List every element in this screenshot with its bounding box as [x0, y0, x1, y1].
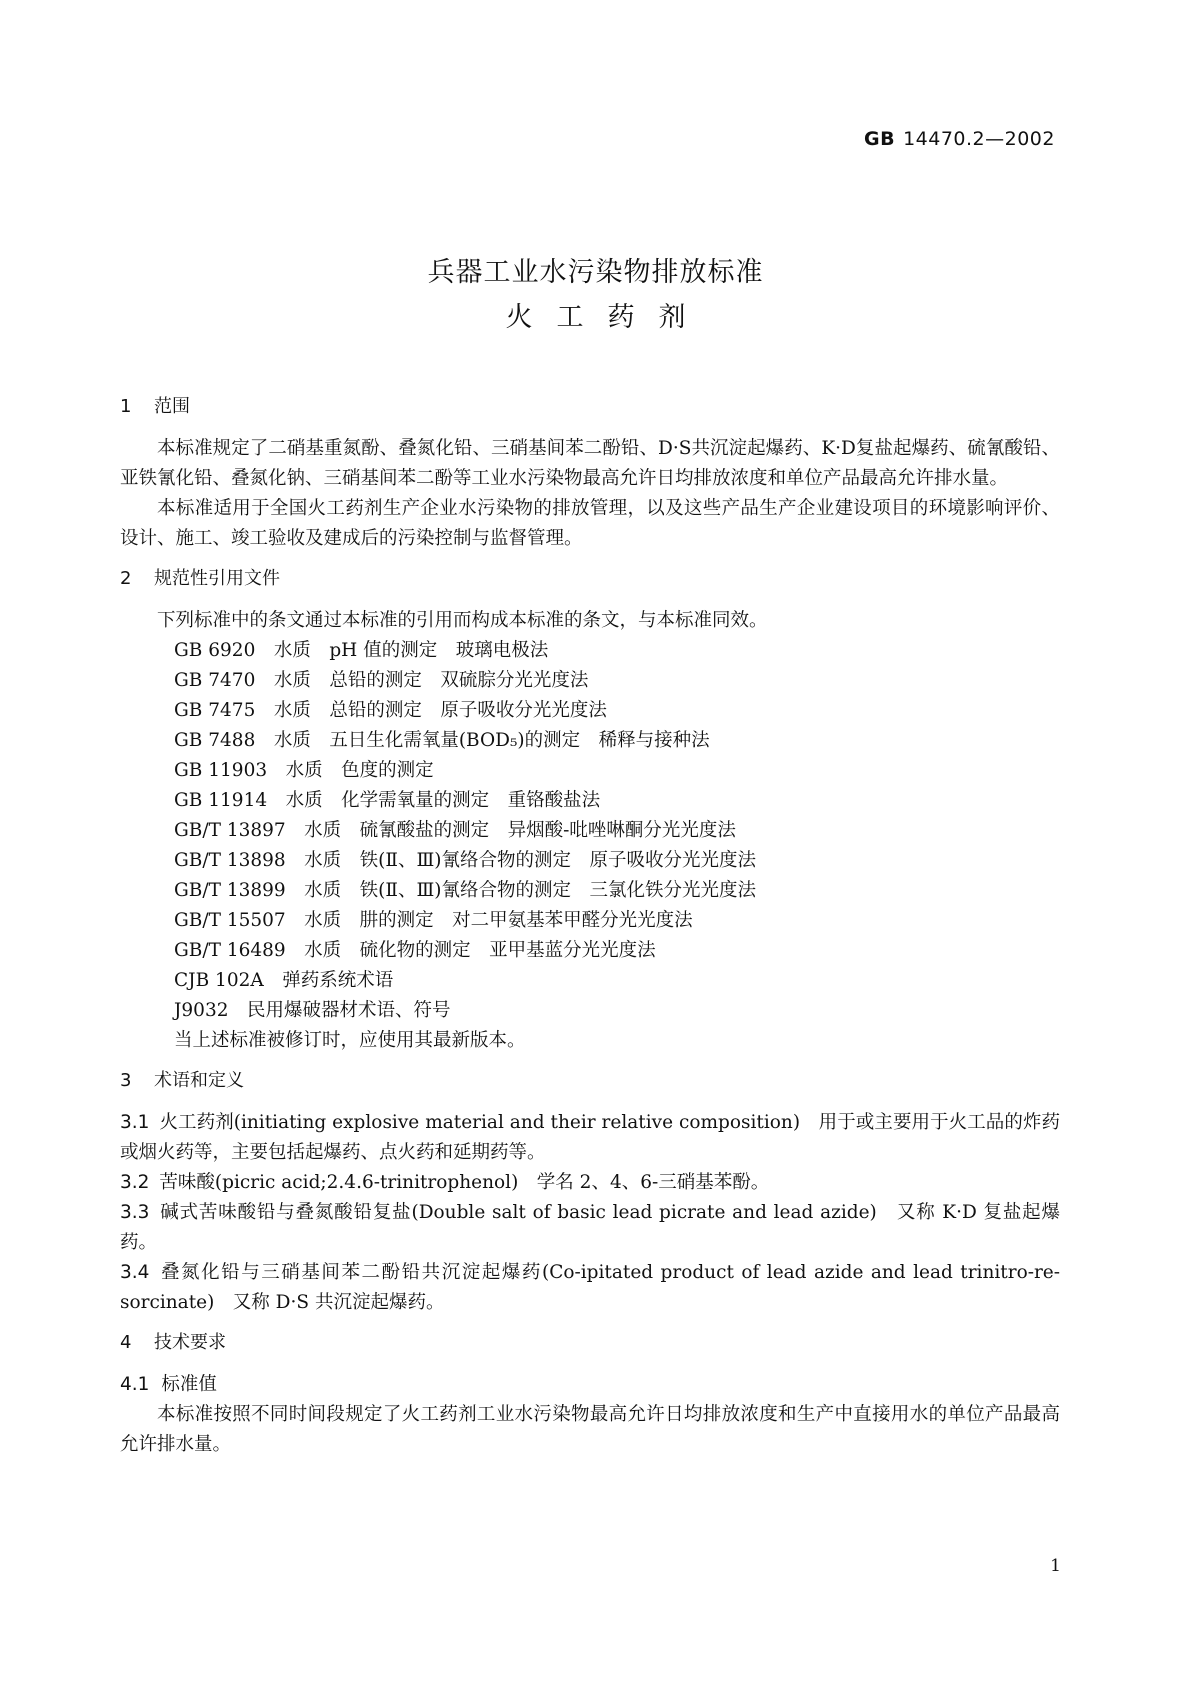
- term-entry: [120, 1258, 1060, 1318]
- section-number: 4: [120, 1332, 132, 1353]
- section-heading-scope: [120, 392, 1060, 422]
- term-entry: [120, 1198, 1060, 1258]
- page-number: 1: [1050, 1556, 1061, 1576]
- subsection-title: 标准值: [161, 1374, 217, 1395]
- scope-paragraph-1: 本标准规定了二硝基重氮酚、叠氮化铅、三硝基间苯二酚铅、D·S共沉淀起爆药、K·D复盐起爆药、硫氰酸铅、亚铁氰化铅、叠氮化钠、三硝基间苯二酚等工业水污染物最高允许日均排放浓度和单位产品最高允许排水量。: [120, 438, 1060, 489]
- term-number: 3.2: [120, 1172, 150, 1193]
- term-text: 碱式苦味酸铅与叠氮酸铅复盐(Double salt of basic lead picrate and lead azide) 又称 K·D 复盐起爆药。: [120, 1202, 1060, 1253]
- reference-list: [120, 636, 1060, 1056]
- references-intro: 下列标准中的条文通过本标准的引用而构成本标准的条文，与本标准同效。: [157, 610, 768, 631]
- subsection-heading: [120, 1370, 1060, 1400]
- section-title: 技术要求: [154, 1332, 226, 1353]
- reference-item: GB/T 13897 水质 硫氰酸盐的测定 异烟酸-吡唑啉酮分光光度法: [174, 820, 736, 841]
- term-number: 3.1: [120, 1112, 150, 1133]
- document-title: 兵器工业水污染物排放标准: [427, 257, 764, 288]
- document-body: [120, 392, 1060, 1460]
- term-text: 火工药剂(initiating explosive material and their relative composition) 用于或主要用于火工品的炸药或烟火药等，主要包括起爆药、点火药和延期药等。: [120, 1112, 1060, 1163]
- standard-code: 14470.2—2002: [903, 128, 1055, 150]
- section-title: 术语和定义: [154, 1070, 244, 1091]
- reference-item: GB 6920 水质 pH 值的测定 玻璃电极法: [174, 640, 549, 661]
- reference-item: J9032 民用爆破器材术语、符号: [174, 1000, 451, 1021]
- section-heading-requirements: [120, 1328, 1060, 1358]
- reference-item: CJB 102A 弹药系统术语: [174, 970, 394, 991]
- term-entry: [120, 1108, 1060, 1168]
- reference-note: 当上述标准被修订时，应使用其最新版本。: [174, 1030, 526, 1051]
- term-text: 叠氮化铅与三硝基间苯二酚铅共沉淀起爆药(Co-ipitated product of lead azide and lead trinitro-re-sorcinate) 又称 D·S 共沉淀起爆药。: [120, 1262, 1060, 1313]
- reference-item: GB 7475 水质 总铅的测定 原子吸收分光光度法: [174, 700, 607, 721]
- scope-paragraph-2: 本标准适用于全国火工药剂生产企业水污染物的排放管理，以及这些产品生产企业建设项目的环境影响评价、设计、施工、竣工验收及建成后的污染控制与监督管理。: [120, 498, 1060, 549]
- term-number: 3.3: [120, 1202, 150, 1223]
- reference-item: GB 7488 水质 五日生化需氧量(BOD₅)的测定 稀释与接种法: [174, 730, 710, 751]
- term-entry: [120, 1168, 1060, 1198]
- section-title: 规范性引用文件: [154, 568, 280, 589]
- subsection-number: 4.1: [120, 1374, 150, 1395]
- section-number: 3: [120, 1070, 132, 1091]
- requirements-paragraph: 本标准按照不同时间段规定了火工药剂工业水污染物最高允许日均排放浓度和生产中直接用水的单位产品最高允许排水量。: [120, 1404, 1060, 1455]
- document-subtitle: 火工药剂: [505, 302, 710, 333]
- section-title: 范围: [154, 396, 190, 417]
- section-number: 2: [120, 568, 132, 589]
- section-number: 1: [120, 396, 132, 417]
- section-heading-references: [120, 564, 1060, 594]
- section-heading-terms: [120, 1066, 1060, 1096]
- reference-item: GB/T 13898 水质 铁(Ⅱ、Ⅲ)氰络合物的测定 原子吸收分光光度法: [174, 850, 757, 871]
- standard-number: [864, 128, 1055, 150]
- reference-item: GB/T 13899 水质 铁(Ⅱ、Ⅲ)氰络合物的测定 三氯化铁分光光度法: [174, 880, 757, 901]
- term-text: 苦味酸(picric acid;2.4.6-trinitrophenol) 学名 2、4、6-三硝基苯酚。: [159, 1172, 770, 1193]
- reference-item: GB/T 16489 水质 硫化物的测定 亚甲基蓝分光光度法: [174, 940, 656, 961]
- standard-prefix: GB: [863, 128, 896, 150]
- term-number: 3.4: [120, 1262, 150, 1283]
- reference-item: GB 11914 水质 化学需氧量的测定 重铬酸盐法: [174, 790, 601, 811]
- reference-item: GB 7470 水质 总铅的测定 双硫腙分光光度法: [174, 670, 589, 691]
- reference-item: GB/T 15507 水质 肼的测定 对二甲氨基苯甲醛分光光度法: [174, 910, 693, 931]
- reference-item: GB 11903 水质 色度的测定: [174, 760, 434, 781]
